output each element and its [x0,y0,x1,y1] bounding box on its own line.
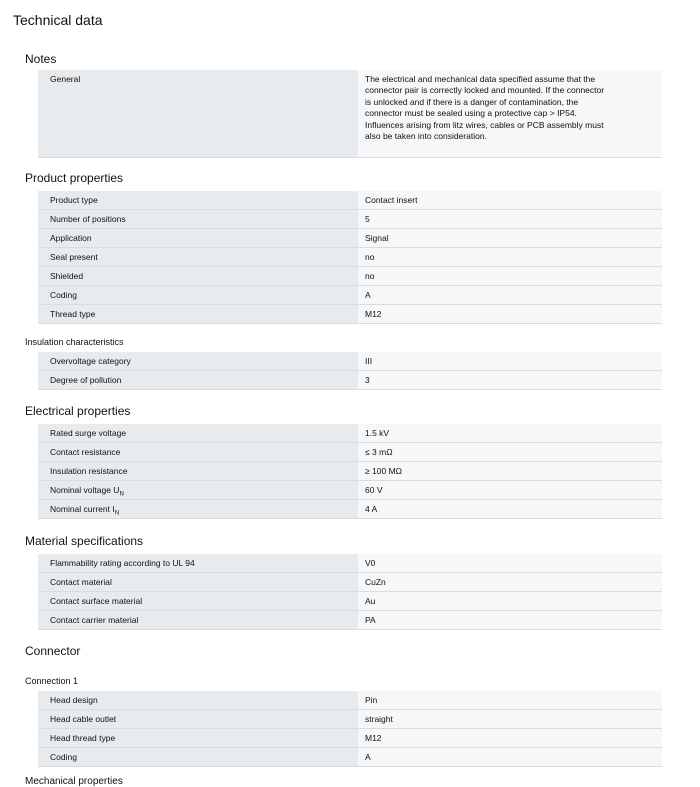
notes-line: Influences arising from litz wires, cables or PCB assembly must [365,119,604,130]
table-row [38,248,662,267]
notes-line: connector pair is correctly locked and mounted. If the connector [365,85,605,96]
row-label: Flammability rating according to UL 94 [38,554,358,572]
row-label: Rated surge voltage [38,424,358,442]
table-row [38,462,662,481]
row-label: Number of positions [38,210,358,228]
row-value: Au [358,592,662,610]
row-value: A [358,748,662,766]
row-value: CuZn [358,573,662,591]
notes-line: is unlocked and if there is a danger of contamination, the [365,96,579,107]
row-label: Head design [38,691,358,709]
row-label-subscript: N [119,491,124,498]
row-value: A [358,286,662,304]
row-value: PA [358,611,662,629]
row-value: V0 [358,554,662,572]
row-value: M12 [358,729,662,747]
table-row [38,710,662,729]
subsection-title-insulation: Insulation characteristics [25,337,124,347]
row-label [38,500,358,518]
row-label: Overvoltage category [38,352,358,370]
row-value: 1.5 kV [358,424,662,442]
notes-line: connector must be sealed using a protective cap > IP54. [365,108,577,119]
row-label: Coding [38,748,358,766]
row-label: Coding [38,286,358,304]
table-row [38,729,662,748]
table-row [38,424,662,443]
notes-general-value [358,70,662,157]
row-value: ≥ 100 MΩ [358,462,662,480]
notes-general-row [38,70,662,158]
table-row [38,443,662,462]
row-value: no [358,267,662,285]
row-value: III [358,352,662,370]
table-row [38,611,662,630]
table-row [38,229,662,248]
row-value: M12 [358,305,662,323]
row-value: Contact insert [358,191,662,209]
table-row [38,500,662,519]
table-row [38,691,662,710]
table-row [38,352,662,371]
row-label: Contact resistance [38,443,358,461]
row-value: 3 [358,371,662,389]
table-row [38,267,662,286]
section-title-electrical-properties: Electrical properties [25,404,131,418]
row-value: 5 [358,210,662,228]
table-row [38,481,662,500]
row-label: Product type [38,191,358,209]
row-value: Pin [358,691,662,709]
row-label: Contact material [38,573,358,591]
section-title-connector: Connector [25,644,81,658]
row-label: Shielded [38,267,358,285]
table-row [38,748,662,767]
section-title-notes: Notes [25,52,57,66]
row-value: straight [358,710,662,728]
section-title-product-properties: Product properties [25,171,124,185]
notes-line: The electrical and mechanical data specified assume that the [365,74,596,84]
row-label-subscript: N [114,510,120,517]
row-label: Head cable outlet [38,710,358,728]
subsection-title-connection-1: Connection 1 [25,676,79,686]
row-label-text: Nominal voltage U [50,485,120,495]
table-row [38,305,662,324]
page-title: Technical data [13,12,103,28]
table-row [38,554,662,573]
row-label: Head thread type [38,729,358,747]
row-label: Degree of pollution [38,371,358,389]
row-value: ≤ 3 mΩ [358,443,662,461]
row-label: Seal present [38,248,358,266]
row-label: Insulation resistance [38,462,358,480]
table-row [38,210,662,229]
row-label-text: Nominal current I [50,504,115,514]
row-label: Contact surface material [38,592,358,610]
table-row [38,286,662,305]
table-row [38,371,662,390]
row-label: Contact carrier material [38,611,358,629]
row-value: 4 A [358,500,662,518]
section-title-material-specifications: Material specifications [25,534,144,548]
table-row [38,191,662,210]
table-row [38,592,662,611]
row-value: no [358,248,662,266]
row-value: Signal [358,229,662,247]
notes-general-label: General [38,70,358,157]
row-value: 60 V [358,481,662,499]
table-row [38,573,662,592]
section-title-mechanical-properties-partial: Mechanical properties [25,776,123,787]
notes-line: also be taken into consideration. [365,131,487,142]
row-label: Application [38,229,358,247]
row-label: Thread type [38,305,358,323]
row-label [38,481,358,499]
